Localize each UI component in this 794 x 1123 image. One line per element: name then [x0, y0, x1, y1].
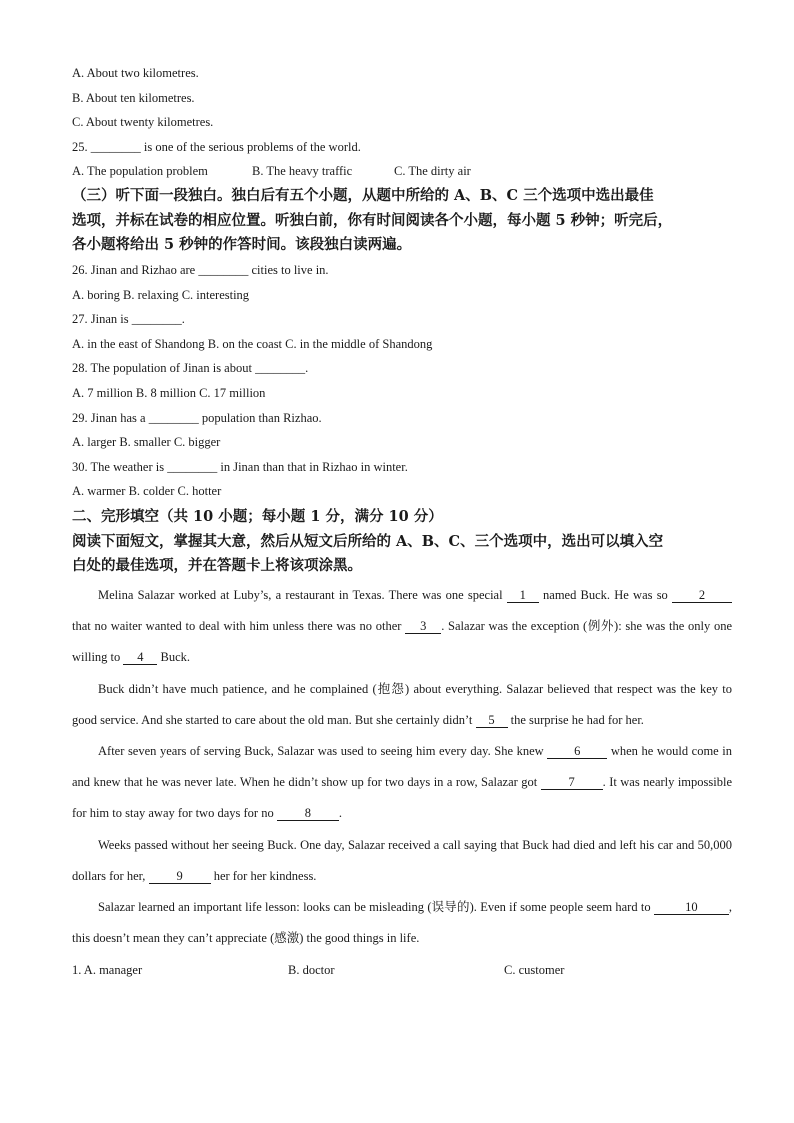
blank-4[interactable]: 4 — [123, 650, 157, 665]
top-options — [72, 61, 732, 184]
option-b: B. About ten kilometres. — [72, 90, 195, 105]
passage-text: , this doesn’t mean they can’t appreciate (感激) the good things in life. — [72, 900, 733, 946]
paragraph-1 — [72, 580, 732, 674]
question-30-options: A. warmer B. colder C. hotter — [72, 484, 222, 499]
question-25 — [72, 135, 732, 160]
question-number: 25. — [72, 139, 88, 154]
question-25-options — [72, 159, 732, 184]
instruction-line: 白处的最佳选项，并在答题卡上将该项涂黑。 — [72, 557, 362, 575]
listening-questions — [72, 258, 732, 504]
blank-5[interactable]: 5 — [476, 713, 508, 728]
passage-text: After seven years of serving Buck, Salazar was used to seeing him every day. She knew — [98, 744, 544, 759]
option-a: 1. A. manager — [72, 963, 143, 978]
question-text: is one of the serious problems of the world. — [143, 139, 361, 154]
passage-text: Melina Salazar worked at Luby’s, a restaurant in Texas. There was one special — [98, 588, 503, 602]
paragraph-2 — [72, 674, 732, 736]
section-3-instructions — [72, 184, 732, 258]
question-30: 30. The weather is ________ in Jinan than that in Rizhao in winter. — [72, 459, 408, 474]
question-28: 28. The population of Jinan is about ________. — [72, 361, 309, 376]
passage-text: the surprise he had for her. — [510, 712, 644, 727]
passage-text: Weeks passed without her seeing Buck. One day, Salazar received a call saying that Buck had died and left his car and 50,000 dollars for her, — [72, 837, 732, 883]
question-26: 26. Jinan and Rizhao are ________ cities to live in. — [72, 263, 329, 277]
question-blank: ________ — [90, 139, 141, 154]
section-heading: 二、完形填空（共 10 小题；每小题 1 分，满分 10 分） — [72, 508, 443, 525]
instruction-line: 各小题将给出 5 秒钟的作答时间。该段独白读两遍。 — [72, 236, 412, 254]
option-b: B. The heavy traffic — [252, 164, 353, 179]
option-c: C. The dirty air — [394, 164, 471, 179]
instruction-line: 选项，并标在试卷的相应位置。听独白前，你有时间阅读各个小题，每小题 5 秒钟；听完后， — [72, 211, 673, 229]
passage-text: Buck. — [160, 650, 191, 665]
blank-3[interactable]: 3 — [405, 619, 441, 634]
blank-8[interactable]: 8 — [277, 806, 339, 821]
passage-text: named Buck. He was so — [543, 588, 668, 602]
blank-6[interactable]: 6 — [547, 744, 607, 759]
blank-10[interactable]: 10 — [654, 900, 729, 915]
paragraph-4 — [72, 830, 732, 892]
passage-text: . — [338, 806, 342, 821]
paragraph-5 — [72, 892, 732, 954]
question-28-options: A. 7 million B. 8 million C. 17 million — [72, 385, 266, 400]
question-26-options: A. boring B. relaxing C. interesting — [72, 287, 250, 302]
passage-text: . Salazar was the exception (例外): she was the only one willing to — [72, 619, 732, 665]
blank-9[interactable]: 9 — [149, 869, 211, 884]
cloze-passage — [72, 580, 732, 983]
instruction-line: 阅读下面短文，掌握其大意，然后从短文后所给的 A、B、C、三个选项中，选出可以填入空 — [72, 532, 664, 550]
passage-text: when he would come in and knew that he was never late. When he didn’t show up for two days in a row, Salazar got — [72, 744, 733, 790]
question-1-options — [72, 958, 732, 983]
question-29-options: A. larger B. smaller C. bigger — [72, 435, 221, 450]
option-a: A. The population problem — [72, 164, 208, 179]
blank-1[interactable]: 1 — [507, 588, 539, 603]
passage-text: her for her kindness. — [213, 868, 317, 883]
cloze-section-header — [72, 505, 732, 579]
blank-7[interactable]: 7 — [541, 775, 603, 790]
passage-text: that no waiter wanted to deal with him unless there was no other — [72, 619, 402, 634]
question-29: 29. Jinan has a ________ population than Rizhao. — [72, 410, 322, 425]
question-27: 27. Jinan is ________. — [72, 312, 185, 327]
question-27-options: A. in the east of Shandong B. on the coast C. in the middle of Shandong — [72, 336, 433, 351]
paragraph-3 — [72, 736, 732, 830]
option-a: A. About two kilometres. — [72, 66, 199, 80]
option-b: B. doctor — [288, 963, 335, 978]
passage-text: . It was nearly impossible for him to stay away for two days for no — [72, 775, 732, 821]
blank-2[interactable]: 2 — [672, 588, 732, 603]
passage-text: Salazar learned an important life lesson: looks can be misleading (误导的). Even if some people seem hard to — [98, 900, 651, 915]
option-c: C. customer — [504, 963, 565, 978]
passage-text: Buck didn’t have much patience, and he complained (抱怨) about everything. Salazar believed that respect was the key to good service. And she started to care about the old man. But she certainly didn’t — [72, 681, 732, 727]
option-c: C. About twenty kilometres. — [72, 115, 214, 130]
instruction-line: （三）听下面一段独白。独白后有五个小题，从题中所给的 A、B、C 三个选项中选出最佳 — [72, 187, 654, 204]
